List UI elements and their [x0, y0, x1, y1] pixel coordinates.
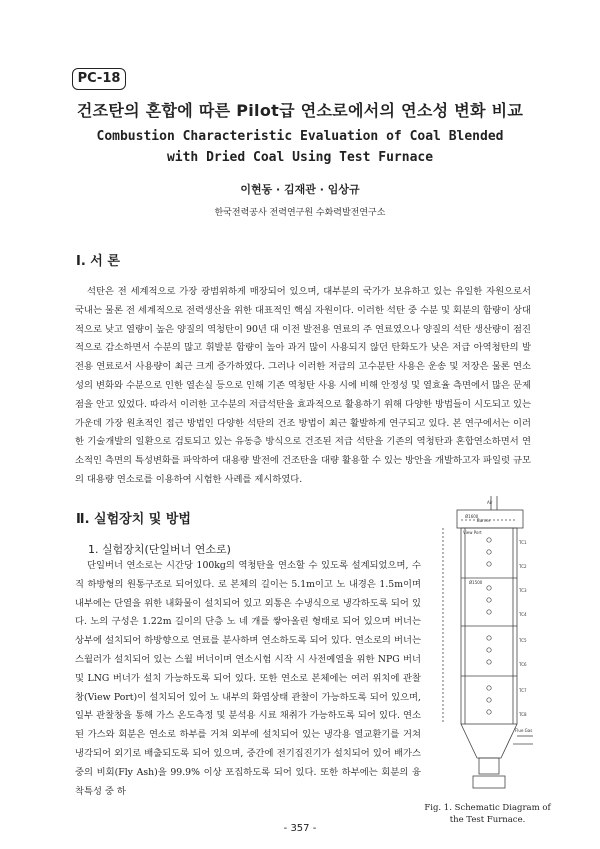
view-port-circle: [487, 598, 491, 602]
label-dim-top: Ø1600: [465, 514, 479, 519]
label-tc7: TC7: [519, 688, 527, 693]
stand-base: [473, 776, 505, 788]
view-port-circle: [487, 586, 491, 590]
authors: 이현동 · 김재관 · 임상규: [240, 183, 360, 196]
view-port-circle: [487, 610, 491, 614]
view-port-circle: [487, 660, 491, 664]
view-port-circle: [487, 698, 491, 702]
ash-pit: [479, 758, 499, 774]
view-port-circle: [487, 550, 491, 554]
view-port-circle: [487, 636, 491, 640]
figure-caption: Fig. 1. Schematic Diagram of the Test Furnace.: [424, 803, 551, 825]
page-number: - 357 -: [283, 823, 317, 834]
subsection-1-paragraph: 단일버너 연소로는 시간당 100kg의 역청탄을 연소할 수 있도록 설계되었으며, 수직 하방형의 원통구조로 되어있다. 로 본체의 길이는 5.1m이고 노 내경은 1.5m이며 내부에는 단열을 위한 내화물이 설치되어 있고 외통은 수냉식으로 냉각하도록 되어 있다. 노의 구성은 1.22m 길이의 단층 노 네 개를 쌓아올린 형태로 되어 있으며 버너는 상부에 설치되어 하방향으로 연료를 분사하며 연소하도록 되어 있다. 연소로의 버너는 스월러가 설치되어 있는 스월 버너이며 연소시험 시작 시 사전예열을 위한 NPG 버너 및 LNG 버너가 설치 가능하도록 되어 있다. 또한 연소로 본체에는 여러 위치에 관찰창(View Port)이 설치되어 있어 노 내부의 화염상태 관찰이 가능하도록 되어 있으며, 일부 관찰창을 통해 가스 온도측정 및 분석용 시료 채취가 가능하도록 되어 있다. 연소된 가스와 회분은 연소로 하부를 거쳐 외부에 설치되어 있는 냉각용 열교환기를 거쳐 냉각되어 외기로 배출되도록 되어 있으며, 중간에 전기집진기가 설치되어 있어 배가스 중의 비회(Fly Ash)을 99.9% 이상 포집하도록 되어 있다. 또한 하부에는 회분의 융착특성 중 하: [75, 560, 421, 797]
furnace-schematic-svg: [429, 496, 539, 796]
label-dim-mid: Ø1500: [469, 580, 483, 585]
label-burner: Burner: [477, 518, 491, 523]
title-english: Combustion Characteristic Evaluation of Coal Blended with Dried Coal Using Test Furnace: [96, 129, 504, 165]
label-flue-gas: Flue Gas: [515, 728, 533, 733]
title-korean: 건조탄의 혼합에 따른 Pilot급 연소로에서의 연소성 변화 비교: [76, 101, 524, 120]
label-view-port: View Port: [463, 530, 482, 535]
section-1-paragraph: 석탄은 전 세계적으로 가장 광범위하게 매장되어 있으며, 대부분의 국가가 보유하고 있는 유일한 자원으로서 국내는 물론 전 세계적으로 전력생산을 위한 대표적인 핵심 자원이다. 이러한 석탄 중 수분 및 회분의 함량이 상대적으로 낮고 열량이 높은 양질의 역청탄이 90년 대 이전 발전용 연료의 주 연료였으나 양질의 석탄 생산량이 점진적으로 감소하면서 수분의 많고 휘발분 함량이 높아 과거 많이 사용되지 않던 탄화도가 낮은 저급 아역청탄의 발전용 연료로서 사용량이 최근 크게 증가하였다. 그러나 이러한 저급의 고수분탄 사용은 운송 및 저장은 물론 연소성의 변화와 수분으로 인한 열손실 등으로 인해 기존 역청탄 사용 시에 비해 안정성 및 열효율 측면에서 많은 문제점을 안고 있었다. 따라서 이러한 고수분의 저급석탄을 효과적으로 활용하기 위해 다양한 방법들이 시도되고 있는 가운데 가장 원초적인 접근 방법인 다양한 석탄의 건조 방법이 최근 활발하게 연구되고 있다. 본 연구에서는 이러한 기술개발의 일환으로 검토되고 있는 유동층 방식으로 건조된 저급 석탄을 기존의 역청탄과 혼합연소하면서 연소적인 측면의 특성변화를 파악하여 대용량 발전에 건조탄을 대량 활용할 수 있는 방안을 개발하고자 파일럿 규모의 대용량 연소로를 이용하여 시험한 사례를 제시하였다.: [75, 286, 531, 485]
label-tc5: TC5: [519, 638, 527, 643]
view-port-circle: [487, 562, 491, 566]
furnace-schematic-figure: [429, 496, 539, 796]
view-port-circle: [487, 648, 491, 652]
view-port-circle: [487, 538, 491, 542]
label-tc8: TC8: [519, 712, 527, 717]
label-tc3: TC3: [519, 588, 527, 593]
subsection-1-heading: 1. 실험장치(단일버너 연소로): [88, 543, 231, 556]
section-2-heading: Ⅱ. 실험장치 및 방법: [76, 512, 191, 527]
section-1-heading: Ⅰ. 서 론: [76, 254, 120, 269]
label-tc2: TC2: [519, 564, 527, 569]
view-port-circle: [487, 710, 491, 714]
label-tc6: TC6: [519, 662, 527, 667]
label-tc1: TC1: [519, 540, 527, 545]
furnace-hopper: [461, 724, 517, 758]
affiliation: 한국전력공사 전력연구원 수화력발전연구소: [214, 208, 386, 218]
paper-id-badge: PC-18: [72, 68, 126, 90]
label-air: Air: [487, 500, 493, 505]
label-tc4: TC4: [519, 612, 527, 617]
view-port-circle: [487, 686, 491, 690]
